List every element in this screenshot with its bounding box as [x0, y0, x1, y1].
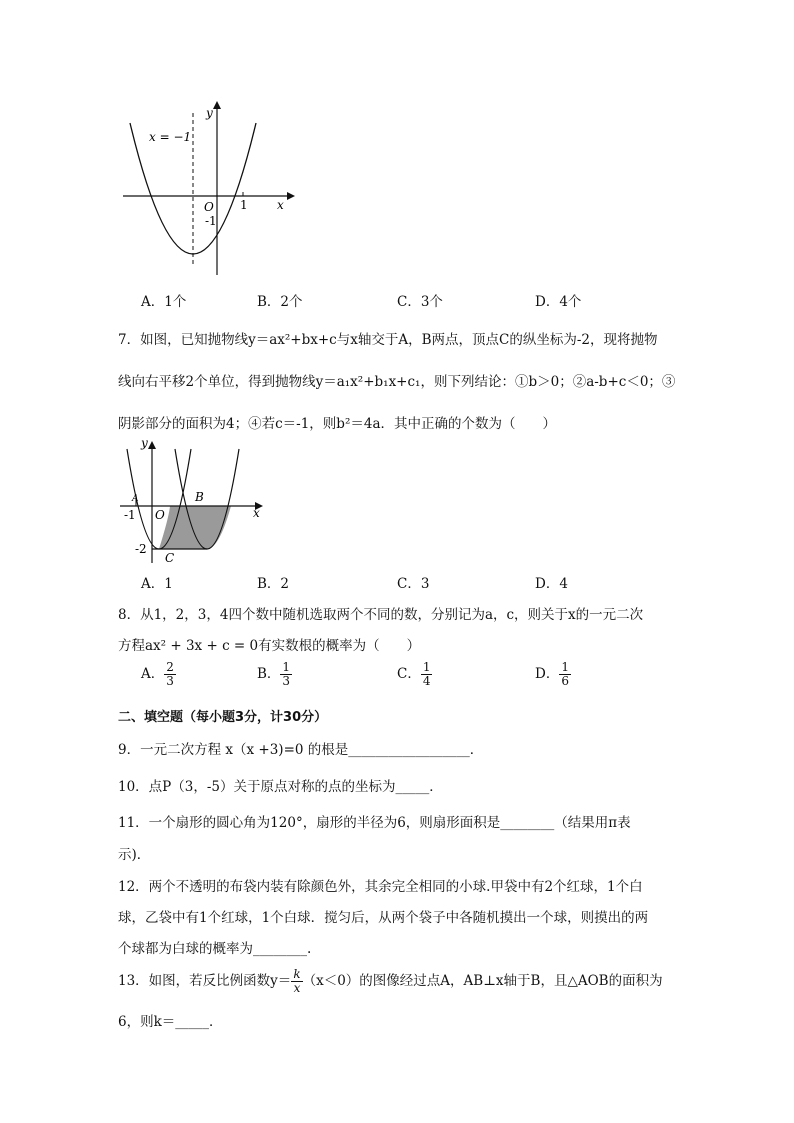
- q6-option-a: A．1个: [141, 294, 187, 310]
- q11-line-1: 11．一个扇形的圆心角为120°，扇形的半径为6，则扇形面积是________（结果用π表: [118, 815, 631, 831]
- q8-d-den: 6: [561, 674, 569, 688]
- q12-line-2: 球，乙袋中有1个红球，1个白球．搅匀后，从两个袋子中各随机摸出一个球，则摸出的两: [118, 910, 649, 926]
- q8-option-a: [141, 661, 176, 688]
- q8-option-d-label: D．: [535, 666, 560, 682]
- fig6-x-label: x: [277, 198, 284, 212]
- q8-b-num: 1: [282, 660, 291, 674]
- q8-option-c-fraction: [421, 661, 433, 688]
- q12-line-1: 12．两个不透明的布袋内装有除颜色外，其余完全相同的小球.甲袋中有2个红球，1个白: [118, 879, 643, 895]
- q7-line-1: 7．如图，已知抛物线y＝ax²+bx+c与x轴交于A，B两点，顶点C的纵坐标为-2，现将抛物: [118, 332, 658, 348]
- q9-text: 9．一元二次方程 x（x +3)=0 的根是__________________．: [118, 742, 484, 758]
- q13-line-1: [118, 968, 663, 995]
- fig7-neg1-label: -1: [124, 508, 136, 522]
- fig7-y-label: y: [141, 436, 148, 450]
- q6-option-b: B．2个: [257, 294, 303, 310]
- q13-pre: 13．如图，若反比例函数y＝: [118, 973, 292, 989]
- q13-post: （x＜0）的图像经过点A，AB⊥x轴于B，且△AOB的面积为: [302, 973, 663, 989]
- q8-a-den: 3: [166, 674, 174, 688]
- q8-option-a-fraction: [164, 661, 176, 688]
- parabola-figure-q7: [115, 435, 275, 565]
- q8-a-num: 2: [166, 660, 174, 674]
- q8-c-den: 4: [422, 674, 431, 688]
- q8-option-c-label: C．: [397, 666, 421, 682]
- q8-line-2: 方程ax² + 3x + c = 0有实数根的概率为（ ）: [118, 638, 421, 654]
- parabola-figure-q6: [115, 95, 300, 280]
- fig7-neg2-label: -2: [135, 542, 147, 556]
- q6-option-c: C．3个: [397, 294, 443, 310]
- q8-option-b-label: B．: [257, 666, 281, 682]
- q6-option-d: D．4个: [535, 294, 582, 310]
- fig7-b-label: B: [195, 490, 204, 504]
- q13-num: k: [293, 967, 301, 981]
- q11-line-2: 示)．: [118, 847, 151, 863]
- q8-option-c: [397, 661, 432, 688]
- section-2-heading: 二、填空题（每小题3分，计30分）: [118, 710, 328, 725]
- q7-option-c: C．3: [397, 576, 430, 592]
- q8-option-b: [257, 661, 292, 688]
- q8-option-b-fraction: [280, 661, 292, 688]
- fig6-y-label: y: [206, 106, 213, 120]
- q12-line-3: 个球都为白球的概率为________.: [118, 941, 312, 957]
- q7-line-2: 线向右平移2个单位，得到抛物线y＝a₁x²+b₁x+c₁，则下列结论：①b＞0；②a-b+c＜0；③: [118, 374, 676, 390]
- q7-option-b: B．2: [257, 576, 290, 592]
- fig6-neg1-label: -1: [205, 214, 217, 228]
- fig6-origin-label: O: [204, 200, 214, 214]
- q8-line-1: 8．从1，2，3，4四个数中随机选取两个不同的数，分别记为a，c，则关于x的一元二次: [118, 607, 644, 623]
- q8-option-d: [535, 661, 571, 688]
- fig6-one-label: 1: [240, 198, 248, 212]
- q8-d-num: 1: [561, 660, 569, 674]
- q7-option-a: A．1: [141, 576, 173, 592]
- q13-line-2: 6，则k＝_____．: [118, 1014, 223, 1030]
- q7-option-d: D．4: [535, 576, 568, 592]
- q7-line-3: 阴影部分的面积为4；④若c＝-1，则b²＝4a．其中正确的个数为（ ）: [118, 416, 556, 432]
- fig7-x-label: x: [253, 506, 260, 520]
- q13-den: x: [293, 981, 301, 995]
- fig7-origin-label: O: [155, 508, 165, 522]
- fig7-a-label: A: [132, 494, 139, 504]
- fig6-xline-label: x = −1: [149, 130, 192, 144]
- q10-text: 10．点P（3，-5）关于原点对称的点的坐标为_____．: [118, 779, 443, 795]
- q8-b-den: 3: [282, 674, 291, 688]
- fig7-c-label: C: [165, 551, 175, 565]
- q8-c-num: 1: [422, 660, 431, 674]
- q8-option-d-fraction: [559, 661, 571, 688]
- q8-option-a-label: A．: [141, 666, 165, 682]
- q13-fraction: [291, 968, 302, 995]
